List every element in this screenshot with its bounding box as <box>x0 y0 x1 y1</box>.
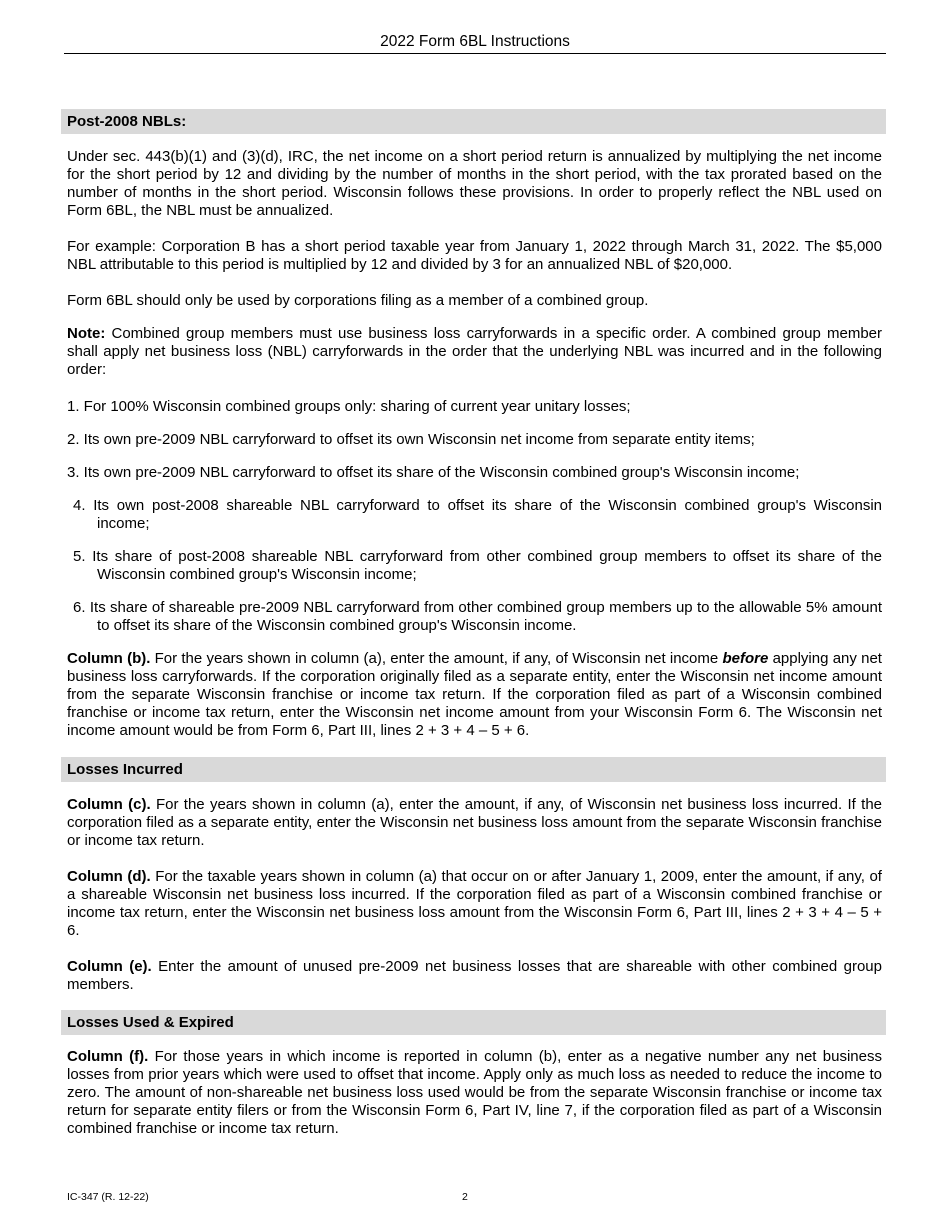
list-item: 2. Its own pre-2009 NBL carryforward to offset its own Wisconsin net income from separate entity items; <box>67 431 755 448</box>
column-f-paragraph <box>61 1048 886 1138</box>
page-header-title: 2022 Form 6BL Instructions <box>64 33 886 54</box>
footer-form-id: IC-347 (R. 12-22) <box>67 1191 149 1203</box>
column-b-paragraph <box>61 650 886 740</box>
column-b-text-2: applying any net business loss carryforwards. If the corporation originally filed as a separate entity, enter the Wisconsin net income amount from the separate Wisconsin franchise or income tax return. If the corporation filed as part of a Wisconsin combined franchise or income tax return, enter the Wisconsin net income amount from your Wisconsin Form 6. The Wisconsin net income amount would be from Form 6, Part III, lines 2 + 3 + 4 – 5 + 6. <box>67 650 882 739</box>
footer-page-number: 2 <box>462 1191 468 1203</box>
list-item: 1. For 100% Wisconsin combined groups only: sharing of current year unitary losses; <box>67 398 631 415</box>
column-d-text: For the taxable years shown in column (a) that occur on or after January 1, 2009, enter the amount, if any, of a shareable Wisconsin net business loss incurred. If the corporation filed as part of a Wisconsin combined franchise or income tax return, enter the Wisconsin net business loss amount from the Wisconsin Form 6, Part III, lines 2 + 3 + 4 – 5 + 6. <box>67 868 882 939</box>
note-text: Combined group members must use business loss carryforwards in a specific order. A combined group member shall apply net business loss (NBL) carryforwards in the order that the underlying NBL was incurred and in the following order: <box>67 325 882 378</box>
column-b-text-1: For the years shown in column (a), enter the amount, if any, of Wisconsin net income <box>150 650 723 667</box>
section-heading-losses-incurred: Losses Incurred <box>61 757 886 782</box>
column-b-emphasis: before <box>722 650 769 667</box>
column-c-text: For the years shown in column (a), enter the amount, if any, of Wisconsin net business loss incurred. If the corporation filed as a separate entity, enter the Wisconsin net business loss amount from the separate Wisconsin franchise or income tax return. <box>67 796 883 849</box>
note-paragraph <box>61 325 886 379</box>
column-e-paragraph <box>61 958 886 994</box>
column-d-paragraph <box>61 868 886 940</box>
column-c-label: Column (c). <box>67 796 151 813</box>
list-item: 6. Its share of shareable pre-2009 NBL carryforward from other combined group members up to the allowable 5% amount to offset its share of the Wisconsin combined group's Wisconsin income. <box>73 599 882 634</box>
list-item: 3. Its own pre-2009 NBL carryforward to offset its share of the Wisconsin combined group's Wisconsin income; <box>67 464 800 481</box>
column-f-label: Column (f). <box>67 1048 149 1065</box>
column-f-text: For those years in which income is reported in column (b), enter as a negative number any net business losses from prior years which were used to offset that income. Apply only as much loss as needed to reduce the income to zero. The amount of non-shareable net business loss used would be from the separate Wisconsin franchise or income tax return for separate entity filers or from the Wisconsin Form 6, Part IV, line 7, if the corporation filed as part of a Wisconsin combined franchise or income tax return. <box>67 1048 882 1137</box>
section-heading-losses-used-expired: Losses Used & Expired <box>61 1010 886 1035</box>
column-c-paragraph <box>61 796 886 850</box>
paragraph-form-usage: Form 6BL should only be used by corporations filing as a member of a combined group. <box>67 292 649 309</box>
paragraph-short-period: Under sec. 443(b)(1) and (3)(d), IRC, the net income on a short period return is annualized by multiplying the net income for the short period by 12 and dividing by the number of months in the short period, with the tax prorated based on the number of months in the short period. Wisconsin follows these provisions. In order to properly reflect the NBL used on Form 6BL, the NBL must be annualized. <box>67 148 882 219</box>
section-heading-post-2008-nbls: Post-2008 NBLs: <box>61 109 886 134</box>
paragraph-example: For example: Corporation B has a short period taxable year from January 1, 2022 through March 31, 2022. The $5,000 NBL attributable to this period is multiplied by 12 and divided by 3 for an annualized NBL of $20,000. <box>67 238 882 273</box>
list-item: 4. Its own post-2008 shareable NBL carryforward to offset its share of the Wisconsin combined group's Wisconsin income; <box>73 497 882 532</box>
document-body <box>61 109 886 1138</box>
note-label: Note: <box>67 325 106 342</box>
column-b-label: Column (b). <box>67 650 151 667</box>
column-e-text: Enter the amount of unused pre-2009 net business losses that are shareable with other combined group members. <box>67 958 882 993</box>
column-d-label: Column (d). <box>67 868 151 885</box>
list-item: 5. Its share of post-2008 shareable NBL carryforward from other combined group members to offset its share of the Wisconsin combined group's Wisconsin income; <box>73 548 882 583</box>
column-e-label: Column (e). <box>67 958 152 975</box>
